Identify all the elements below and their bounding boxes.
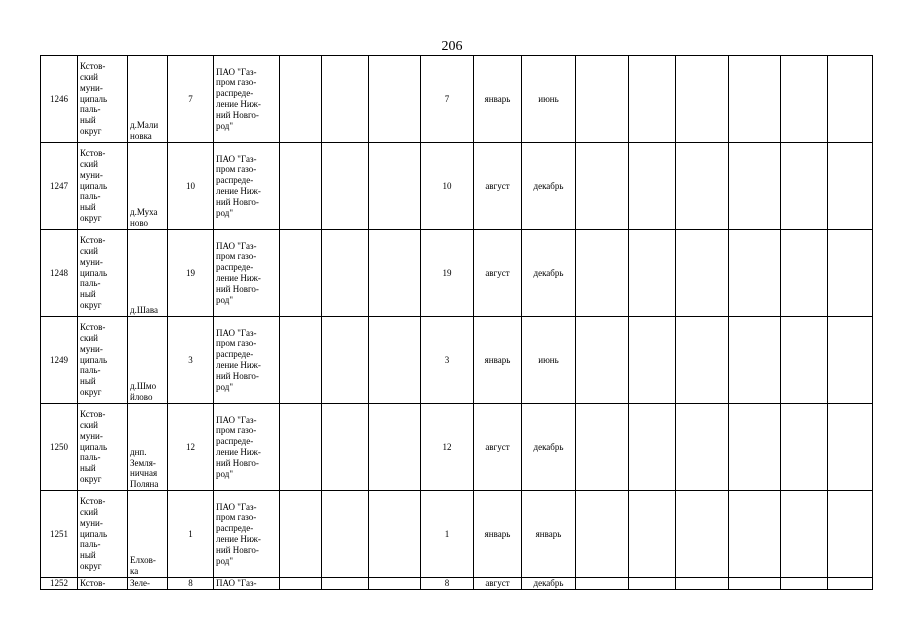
operator-cell: ПАО "Газ- пром газо- распреде- ление Ниж- ний Новго- род" bbox=[214, 143, 280, 230]
empty-cell bbox=[781, 404, 828, 491]
table-row bbox=[41, 404, 873, 491]
empty-cell bbox=[369, 230, 421, 317]
row-id: 1251 bbox=[41, 491, 78, 578]
table-row bbox=[41, 56, 873, 143]
schedule-table bbox=[40, 55, 873, 590]
empty-cell bbox=[322, 230, 369, 317]
end-month-cell: январь bbox=[522, 491, 576, 578]
count-cell: 7 bbox=[168, 56, 214, 143]
row-id: 1247 bbox=[41, 143, 78, 230]
empty-cell bbox=[676, 143, 729, 230]
row-id: 1252 bbox=[41, 578, 78, 590]
locality-cell: д.Шмо йлово bbox=[128, 317, 168, 404]
empty-cell bbox=[576, 317, 629, 404]
empty-cell bbox=[369, 578, 421, 590]
empty-cell bbox=[676, 578, 729, 590]
operator-cell: ПАО "Газ- пром газо- распреде- ление Ниж- ний Новго- род" bbox=[214, 491, 280, 578]
empty-cell bbox=[629, 404, 676, 491]
count-cell: 8 bbox=[168, 578, 214, 590]
empty-cell bbox=[729, 491, 781, 578]
empty-cell bbox=[828, 143, 873, 230]
empty-cell bbox=[280, 317, 322, 404]
district-cell: Кстов- ский муни- ципаль паль- ный округ bbox=[78, 404, 128, 491]
empty-cell bbox=[280, 578, 322, 590]
end-month-cell: июнь bbox=[522, 317, 576, 404]
end-month-cell: декабрь bbox=[522, 143, 576, 230]
start-month-cell: август bbox=[474, 230, 522, 317]
table-body bbox=[41, 56, 873, 590]
empty-cell bbox=[729, 404, 781, 491]
district-cell: Кстов- ский муни- ципаль паль- ный округ bbox=[78, 56, 128, 143]
district-cell: Кстов- ский муни- ципаль паль- ный округ bbox=[78, 317, 128, 404]
end-month-cell: декабрь bbox=[522, 404, 576, 491]
empty-cell bbox=[629, 578, 676, 590]
end-month-cell: июнь bbox=[522, 56, 576, 143]
start-month-cell: январь bbox=[474, 317, 522, 404]
start-month-cell: август bbox=[474, 404, 522, 491]
locality-cell: днп. Земля- ничная Поляна bbox=[128, 404, 168, 491]
count2-cell: 19 bbox=[421, 230, 474, 317]
empty-cell bbox=[828, 578, 873, 590]
operator-cell: ПАО "Газ- пром газо- распреде- ление Ниж- ний Новго- род" bbox=[214, 404, 280, 491]
district-cell: Кстов- bbox=[78, 578, 128, 590]
empty-cell bbox=[629, 317, 676, 404]
count2-cell: 12 bbox=[421, 404, 474, 491]
district-cell: Кстов- ский муни- ципаль паль- ный округ bbox=[78, 143, 128, 230]
empty-cell bbox=[781, 56, 828, 143]
empty-cell bbox=[280, 404, 322, 491]
empty-cell bbox=[322, 491, 369, 578]
empty-cell bbox=[280, 56, 322, 143]
empty-cell bbox=[322, 317, 369, 404]
empty-cell bbox=[322, 143, 369, 230]
empty-cell bbox=[828, 230, 873, 317]
empty-cell bbox=[576, 578, 629, 590]
count-cell: 3 bbox=[168, 317, 214, 404]
empty-cell bbox=[629, 230, 676, 317]
empty-cell bbox=[576, 56, 629, 143]
start-month-cell: январь bbox=[474, 491, 522, 578]
district-cell: Кстов- ский муни- ципаль паль- ный округ bbox=[78, 230, 128, 317]
count2-cell: 8 bbox=[421, 578, 474, 590]
table-row bbox=[41, 230, 873, 317]
empty-cell bbox=[629, 56, 676, 143]
empty-cell bbox=[322, 56, 369, 143]
empty-cell bbox=[828, 404, 873, 491]
empty-cell bbox=[676, 317, 729, 404]
page-number: 206 bbox=[441, 39, 463, 54]
row-id: 1246 bbox=[41, 56, 78, 143]
empty-cell bbox=[369, 56, 421, 143]
empty-cell bbox=[280, 491, 322, 578]
end-month-cell: декабрь bbox=[522, 230, 576, 317]
empty-cell bbox=[781, 317, 828, 404]
operator-cell: ПАО "Газ- пром газо- распреде- ление Ниж- ний Новго- род" bbox=[214, 317, 280, 404]
empty-cell bbox=[781, 143, 828, 230]
operator-cell: ПАО "Газ- bbox=[214, 578, 280, 590]
empty-cell bbox=[576, 230, 629, 317]
empty-cell bbox=[781, 491, 828, 578]
row-id: 1248 bbox=[41, 230, 78, 317]
row-id: 1249 bbox=[41, 317, 78, 404]
empty-cell bbox=[629, 491, 676, 578]
empty-cell bbox=[280, 230, 322, 317]
count2-cell: 10 bbox=[421, 143, 474, 230]
locality-cell: д.Шава bbox=[128, 230, 168, 317]
start-month-cell: август bbox=[474, 578, 522, 590]
row-id: 1250 bbox=[41, 404, 78, 491]
count2-cell: 3 bbox=[421, 317, 474, 404]
start-month-cell: август bbox=[474, 143, 522, 230]
empty-cell bbox=[576, 404, 629, 491]
empty-cell bbox=[781, 578, 828, 590]
start-month-cell: январь bbox=[474, 56, 522, 143]
end-month-cell: декабрь bbox=[522, 578, 576, 590]
empty-cell bbox=[729, 230, 781, 317]
count2-cell: 7 bbox=[421, 56, 474, 143]
empty-cell bbox=[676, 230, 729, 317]
empty-cell bbox=[369, 404, 421, 491]
locality-cell: д.Муха ново bbox=[128, 143, 168, 230]
empty-cell bbox=[369, 317, 421, 404]
empty-cell bbox=[729, 578, 781, 590]
operator-cell: ПАО "Газ- пром газо- распреде- ление Ниж- ний Новго- род" bbox=[214, 230, 280, 317]
empty-cell bbox=[729, 143, 781, 230]
count2-cell: 1 bbox=[421, 491, 474, 578]
table-row bbox=[41, 143, 873, 230]
locality-cell: Елхов- ка bbox=[128, 491, 168, 578]
locality-cell: д.Мали новка bbox=[128, 56, 168, 143]
empty-cell bbox=[322, 578, 369, 590]
empty-cell bbox=[676, 56, 729, 143]
empty-cell bbox=[629, 143, 676, 230]
table-row bbox=[41, 317, 873, 404]
district-cell: Кстов- ский муни- ципаль паль- ный округ bbox=[78, 491, 128, 578]
empty-cell bbox=[676, 491, 729, 578]
empty-cell bbox=[280, 143, 322, 230]
empty-cell bbox=[322, 404, 369, 491]
count-cell: 12 bbox=[168, 404, 214, 491]
table-row bbox=[41, 491, 873, 578]
empty-cell bbox=[369, 491, 421, 578]
empty-cell bbox=[729, 56, 781, 143]
empty-cell bbox=[828, 491, 873, 578]
count-cell: 1 bbox=[168, 491, 214, 578]
count-cell: 10 bbox=[168, 143, 214, 230]
empty-cell bbox=[781, 230, 828, 317]
operator-cell: ПАО "Газ- пром газо- распреде- ление Ниж- ний Новго- род" bbox=[214, 56, 280, 143]
locality-cell: Зеле- bbox=[128, 578, 168, 590]
count-cell: 19 bbox=[168, 230, 214, 317]
empty-cell bbox=[676, 404, 729, 491]
empty-cell bbox=[576, 143, 629, 230]
table-row bbox=[41, 578, 873, 590]
empty-cell bbox=[828, 56, 873, 143]
empty-cell bbox=[369, 143, 421, 230]
empty-cell bbox=[729, 317, 781, 404]
empty-cell bbox=[828, 317, 873, 404]
empty-cell bbox=[576, 491, 629, 578]
